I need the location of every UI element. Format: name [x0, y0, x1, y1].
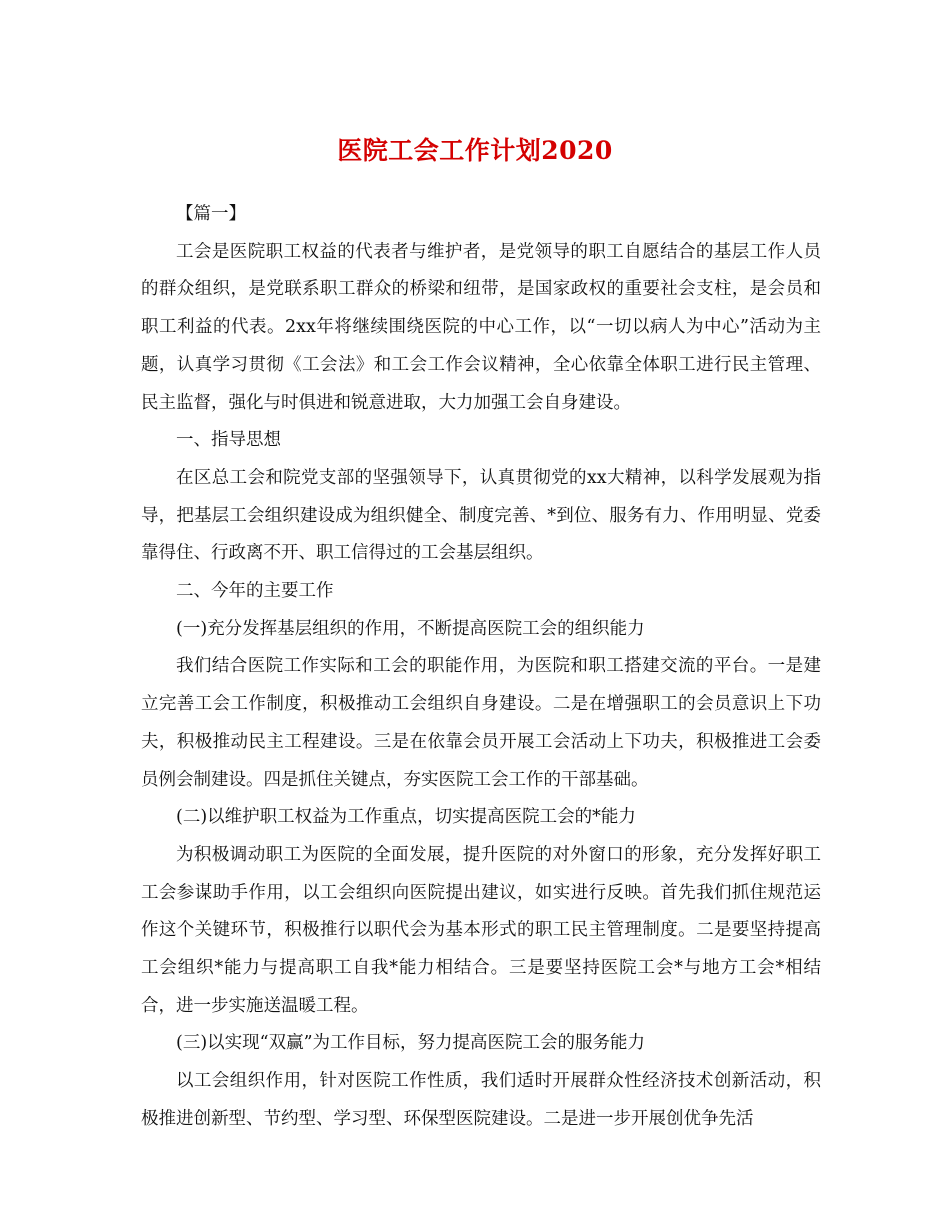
document-title: 医院工会工作计划2020	[337, 136, 613, 165]
paragraph-service: 以工会组织作用，针对医院工作性质，我们适时开展群众性经济技术创新活动，积极推进创新型、节约型、学习型、环保型医院建设。二是进一步开展创优争先活	[141, 1071, 821, 1129]
heading-main-work: 二、今年的主要工作	[176, 581, 334, 602]
paragraph-guiding-ideology: 在区总工会和院党支部的坚强领导下，认真贯彻党的xx大精神，以科学发展观为指导，把基层工会组织建设成为组织健全、制度完善、*到位、服务有力、作用明显、党委靠得住、行政离不开、职工信得过的工会基层组织。	[141, 467, 821, 564]
heading-guiding-ideology: 一、指导思想	[176, 430, 281, 451]
document-body	[141, 196, 821, 1139]
paragraph-intro: 工会是医院职工权益的代表者与维护者，是党领导的职工自愿结合的基层工作人员的群众组织，是党联系职工群众的桥梁和纽带，是国家政权的重要社会支柱，是会员和职工利益的代表。2xx年将继续围绕医院的中心工作，以“一切以病人为中心”活动为主题，认真学习贯彻《工会法》和工会工作会议精神，全心依靠全体职工进行民主管理、民主监督，强化与时俱进和锐意进取，大力加强工会自身建设。	[141, 241, 821, 413]
paragraph-organization: 我们结合医院工作实际和工会的职能作用，为医院和职工搭建交流的平台。一是建立完善工会工作制度，积极推动工会组织自身建设。二是在增强职工的会员意识上下功夫，积极推动民主工程建设。三是在依靠会员开展工会活动上下功夫，积极推进工会委员例会制建设。四是抓住关键点，夯实医院工会工作的干部基础。	[141, 656, 821, 790]
section-label: 【篇一】	[176, 204, 246, 224]
subheading-rights: (二)以维护职工权益为工作重点，切实提高医院工会的*能力	[176, 807, 636, 828]
subheading-organization: (一)充分发挥基层组织的作用，不断提高医院工会的组织能力	[176, 618, 645, 639]
paragraph-rights: 为积极调动职工为医院的全面发展，提升医院的对外窗口的形象，充分发挥好职工工会参谋助手作用，以工会组织向医院提出建议，如实进行反映。首先我们抓住规范运作这个关键环节，积极推行以职代会为基本形式的职工民主管理制度。二是要坚持提高工会组织*能力与提高职工自我*能力相结合。三是要坚持医院工会*与地方工会*相结合，进一步实施送温暖工程。	[141, 844, 821, 1016]
subheading-service: (三)以实现“双赢”为工作目标，努力提高医院工会的服务能力	[176, 1033, 646, 1054]
